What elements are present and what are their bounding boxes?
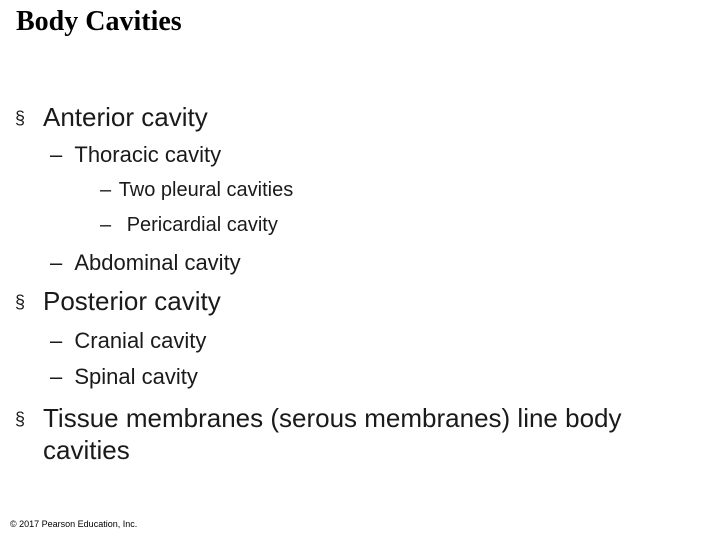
item-text: Two pleural cavities [118,179,294,201]
bullet-item-abdominal-cavity [50,250,241,276]
item-text: Anterior cavity [43,102,208,132]
square-bullet-icon: § [15,108,26,128]
bullet-item-pericardial-cavity [100,214,278,237]
bullet-item-cranial-cavity [50,328,206,354]
item-text: Spinal cavity [74,364,198,389]
copyright-footer: © 2017 Pearson Education, Inc. [10,519,138,529]
bullet-item-thoracic-cavity [50,142,221,168]
dash-bullet-icon: – [50,250,63,275]
bullet-item-tissue-membranes [15,403,705,473]
slide-title: Body Cavities [16,6,182,37]
item-text: Posterior cavity [43,286,221,316]
item-text-continuation: cavities [43,435,130,465]
square-bullet-icon: § [15,409,26,429]
item-text: Thoracic cavity [74,142,222,167]
dash-bullet-icon: – [50,142,63,167]
dash-bullet-icon: – [100,179,112,201]
dash-bullet-icon: – [50,328,63,353]
item-text: Tissue membranes (serous membranes) line body [43,403,622,433]
bullet-item-pleural-cavities [100,179,293,202]
square-bullet-icon: § [15,292,26,312]
dash-bullet-icon: – [100,214,112,236]
item-text: Pericardial cavity [126,214,278,236]
bullet-item-spinal-cavity [50,364,198,390]
item-text: Cranial cavity [74,328,207,353]
dash-bullet-icon: – [50,364,63,389]
item-text: Abdominal cavity [74,250,241,275]
